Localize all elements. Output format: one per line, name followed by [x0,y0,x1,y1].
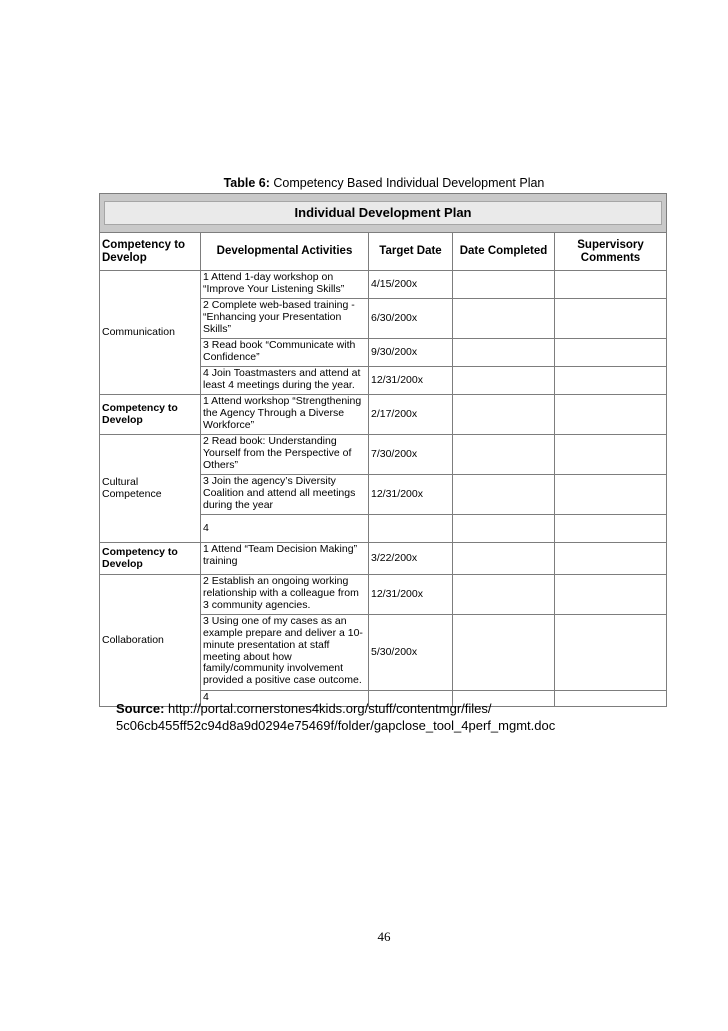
date-completed-cell [453,475,555,515]
activity-cell: 1 Attend 1-day workshop on “Improve Your Listening Skills” [201,271,369,299]
date-completed-cell [453,435,555,475]
target-date-cell: 2/17/200x [369,395,453,435]
source-url-line1: http://portal.cornerstones4kids.org/stuff/contentmgr/files/ [168,701,492,716]
header-target-date: Target Date [369,233,453,271]
comments-cell [555,339,667,367]
comments-cell [555,367,667,395]
development-plan-table [99,193,667,707]
table-row [100,271,667,299]
comments-cell [555,515,667,543]
source-url-line2: 5c06cb455ff52c94d8a9d0294e75469f/folder/gapclose_tool_4perf_mgmt.doc [116,718,556,733]
source-citation [116,700,716,734]
competency-collaboration: Collaboration [100,575,201,707]
target-date-cell: 9/30/200x [369,339,453,367]
comments-cell [555,299,667,339]
comments-cell [555,615,667,691]
target-date-cell: 12/31/200x [369,367,453,395]
activity-cell: 4 [201,691,369,707]
date-completed-cell [453,575,555,615]
comments-cell [555,395,667,435]
caption-label: Table 6: [223,176,270,190]
header-competency: Competency to Develop [100,233,201,271]
comments-cell [555,475,667,515]
activity-cell: 4 Join Toastmasters and attend at least 4 meetings during the year. [201,367,369,395]
date-completed-cell [453,515,555,543]
source-label: Source: [116,701,165,716]
target-date-cell: 3/22/200x [369,543,453,575]
target-date-cell: 12/31/200x [369,575,453,615]
target-date-cell [369,515,453,543]
activity-cell: 1 Attend “Team Decision Making” training [201,543,369,575]
header-date-completed: Date Completed [453,233,555,271]
header-activities: Developmental Activities [201,233,369,271]
competency-header-cell: Competency to Develop [100,395,201,435]
activity-cell: 1 Attend workshop “Strengthening the Agency Through a Diverse Workforce” [201,395,369,435]
comments-cell [555,271,667,299]
table-caption [0,176,728,190]
target-date-cell: 6/30/200x [369,299,453,339]
header-comments: Supervisory Comments [555,233,667,271]
activity-cell: 2 Establish an ongoing working relationship with a colleague from 3 community agencies. [201,575,369,615]
competency-cultural: Cultural Competence [100,435,201,543]
activity-cell: 3 Read book “Communicate with Confidence” [201,339,369,367]
target-date-cell: 5/30/200x [369,615,453,691]
competency-header-cell: Competency to Develop [100,543,201,575]
comments-cell [555,543,667,575]
caption-text: Competency Based Individual Development Plan [273,176,545,190]
activity-cell: 3 Using one of my cases as an example prepare and deliver a 10-minute presentation at staff meeting about how family/community involvement provided a positive case outcome. [201,615,369,691]
table-row [100,435,667,475]
table-title: Individual Development Plan [104,201,662,225]
target-date-cell: 4/15/200x [369,271,453,299]
page-number: 46 [377,929,391,944]
date-completed-cell [453,299,555,339]
comments-cell [555,575,667,615]
date-completed-cell [453,367,555,395]
table-row [100,543,667,575]
activity-cell: 2 Complete web-based training - “Enhancing your Presentation Skills” [201,299,369,339]
activity-cell: 2 Read book: Understanding Yourself from the Perspective of Others” [201,435,369,475]
activity-cell: 4 [201,515,369,543]
table-row [100,575,667,615]
date-completed-cell [453,339,555,367]
table-row [100,395,667,435]
date-completed-cell [453,395,555,435]
activity-cell: 3 Join the agency’s Diversity Coalition and attend all meetings during the year [201,475,369,515]
table-header-row [100,233,667,271]
date-completed-cell [453,271,555,299]
competency-communication: Communication [100,271,201,395]
date-completed-cell [453,615,555,691]
comments-cell [555,435,667,475]
target-date-cell: 7/30/200x [369,435,453,475]
table-title-cell [100,194,667,233]
date-completed-cell [453,543,555,575]
target-date-cell: 12/31/200x [369,475,453,515]
